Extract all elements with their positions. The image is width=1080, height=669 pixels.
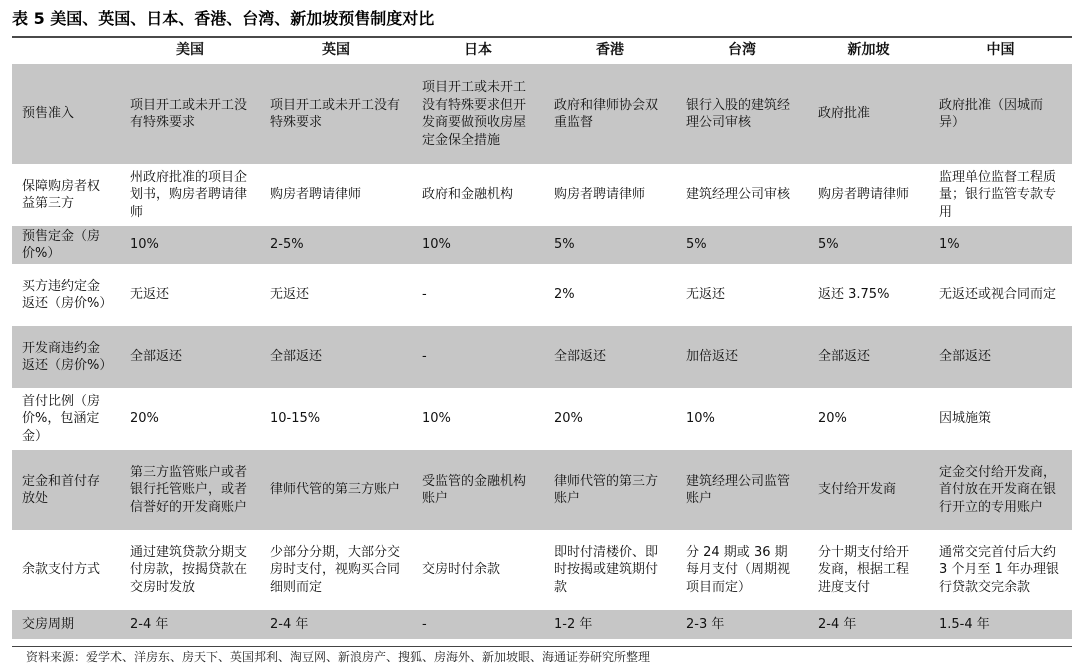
row-label: 预售准入 (12, 64, 120, 164)
row-label: 预售定金（房价%） (12, 226, 120, 264)
header-cell-japan: 日本 (464, 42, 492, 59)
header-cell-singapore: 新加坡 (847, 42, 890, 59)
table-cell: 通常交完首付后大约 3 个月至 1 年办理银行贷款交完余款 (929, 530, 1072, 610)
table-cell: - (412, 326, 544, 388)
table-cell: 1-2 年 (544, 610, 676, 639)
table-cell: 少部分分期，大部分交房时支付，视购买合同细则而定 (260, 530, 412, 610)
table-cell: 政府和律师协会双重监督 (544, 64, 676, 164)
table-cell: 州政府批准的项目企划书，购房者聘请律师 (120, 164, 260, 226)
table-cell: 5% (808, 226, 929, 264)
table-cell: 2-4 年 (120, 610, 260, 639)
table-cell: 项目开工或未开工没有特殊要求 (120, 64, 260, 164)
table-cell: 20% (808, 388, 929, 450)
row-label: 买方违约定金返还（房价%） (12, 264, 120, 326)
table-row (12, 164, 1072, 226)
table-cell: 加倍返还 (676, 326, 808, 388)
table-cell: 10% (120, 226, 260, 264)
table-cell: 20% (120, 388, 260, 450)
table-cell: 无返还或视合同而定 (929, 264, 1072, 326)
table-cell: 即时付清楼价、即时按揭或建筑期付款 (544, 530, 676, 610)
source-note: 资料来源：爱学术、洋房东、房天下、英国邦利、淘豆网、新浪房产、搜狐、房海外、新加坡眼、海通证券研究所整理 (26, 650, 651, 664)
table-cell: - (412, 610, 544, 639)
table-cell: 1.5-4 年 (929, 610, 1072, 639)
table-cell: 项目开工或未开工没有特殊要求 (260, 64, 412, 164)
table-cell: 分十期支付给开发商，根据工程进度支付 (808, 530, 929, 610)
row-label: 定金和首付存放处 (12, 450, 120, 530)
table-cell: 购房者聘请律师 (544, 164, 676, 226)
table-row (12, 530, 1072, 610)
table-cell: 建筑经理公司监管账户 (676, 450, 808, 530)
table-cell: - (412, 264, 544, 326)
table-cell: 20% (544, 388, 676, 450)
table-cell: 无返还 (120, 264, 260, 326)
row-label: 首付比例（房价%，包涵定金） (12, 388, 120, 450)
table-row (12, 388, 1072, 450)
table-cell: 全部返还 (808, 326, 929, 388)
table-cell: 政府和金融机构 (412, 164, 544, 226)
table-cell: 无返还 (676, 264, 808, 326)
table-cell: 10% (412, 388, 544, 450)
table-cell: 1% (929, 226, 1072, 264)
table-cell: 定金交付给开发商，首付放在开发商在银行开立的专用账户 (929, 450, 1072, 530)
row-label: 交房周期 (12, 610, 120, 639)
row-label: 余款支付方式 (12, 530, 120, 610)
table-cell: 政府批准（因城而异） (929, 64, 1072, 164)
table-cell: 政府批准 (808, 64, 929, 164)
header-cell-china: 中国 (986, 42, 1015, 59)
table-cell: 10% (412, 226, 544, 264)
bottom-rule (12, 646, 1072, 647)
table-cell: 2-3 年 (676, 610, 808, 639)
table-row (12, 326, 1072, 388)
table-cell: 全部返还 (544, 326, 676, 388)
table-cell: 支付给开发商 (808, 450, 929, 530)
row-label: 开发商违约金返还（房价%） (12, 326, 120, 388)
table-body (12, 64, 1072, 639)
comparison-table (12, 38, 1072, 639)
table-cell: 无返还 (260, 264, 412, 326)
table-cell: 2-5% (260, 226, 412, 264)
table-cell: 律师代管的第三方账户 (544, 450, 676, 530)
header-cell-blank (12, 38, 120, 64)
table-cell: 银行入股的建筑经理公司审核 (676, 64, 808, 164)
table-cell: 监理单位监督工程质量；银行监管专款专用 (929, 164, 1072, 226)
table-cell: 2-4 年 (808, 610, 929, 639)
table-cell: 购房者聘请律师 (808, 164, 929, 226)
table-cell: 受监管的金融机构账户 (412, 450, 544, 530)
table-cell: 律师代管的第三方账户 (260, 450, 412, 530)
header-cell-uk: 英国 (322, 42, 350, 59)
table-cell: 10-15% (260, 388, 412, 450)
table-row (12, 264, 1072, 326)
table-row (12, 64, 1072, 164)
table-cell: 全部返还 (929, 326, 1072, 388)
header-row (12, 38, 1072, 64)
table-cell: 交房时付余款 (412, 530, 544, 610)
table-cell: 第三方监管账户或者银行托管账户，或者信誉好的开发商账户 (120, 450, 260, 530)
table-cell: 5% (544, 226, 676, 264)
table-row (12, 450, 1072, 530)
table-cell: 2-4 年 (260, 610, 412, 639)
table-cell: 返还 3.75% (808, 264, 929, 326)
header-cell-hongkong: 香港 (596, 42, 624, 59)
table-cell: 购房者聘请律师 (260, 164, 412, 226)
table-cell: 通过建筑贷款分期支付房款，按揭贷款在交房时发放 (120, 530, 260, 610)
table-cell: 10% (676, 388, 808, 450)
table-cell: 分 24 期或 36 期每月支付（周期视项目而定） (676, 530, 808, 610)
table-cell: 全部返还 (120, 326, 260, 388)
table-title: 表 5 美国、英国、日本、香港、台湾、新加坡预售制度对比 (12, 9, 435, 28)
row-label: 保障购房者权益第三方 (12, 164, 120, 226)
table-row (12, 226, 1072, 264)
header-cell-taiwan: 台湾 (728, 42, 756, 59)
table-cell: 建筑经理公司审核 (676, 164, 808, 226)
table-cell: 2% (544, 264, 676, 326)
table-cell: 全部返还 (260, 326, 412, 388)
table-row (12, 610, 1072, 639)
table-cell: 项目开工或未开工没有特殊要求但开发商要做预收房屋定金保全措施 (412, 64, 544, 164)
table-cell: 5% (676, 226, 808, 264)
header-cell-usa: 美国 (176, 42, 204, 59)
table-cell: 因城施策 (929, 388, 1072, 450)
